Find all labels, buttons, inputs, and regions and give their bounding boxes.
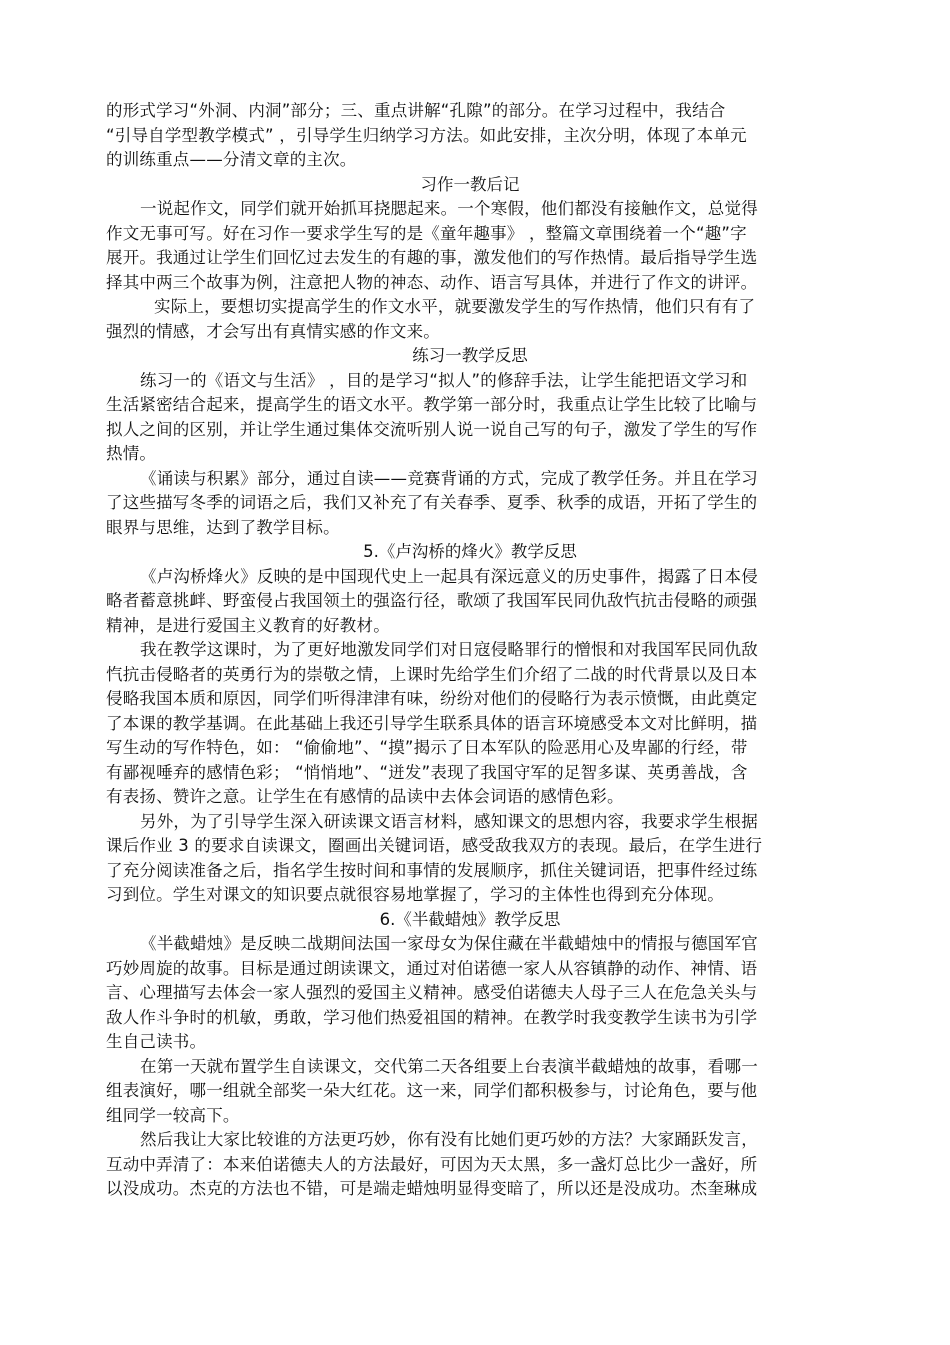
paragraph-first-line: 练习一的《语文与生活》 ，目的是学习“拟人”的修辞手法，让学生能把语文学习和 [140, 370, 748, 390]
text-line: 拟人之间的区别，并让学生通过集体交流听别人说一说自己写的句子，激发了学生的写作 [106, 419, 758, 439]
paragraph-first-line: 另外，为了引导学生深入研读课文语言材料，感知课文的思想内容，我要求学生根据 [140, 811, 758, 831]
paragraph-first-line: 然后我让大家比较谁的方法更巧妙，你有没有比她们更巧妙的方法？大家踊跃发言， [140, 1130, 758, 1149]
text-line: 的训练重点——分清文章的主次。 [106, 150, 357, 169]
paragraph-first-line: 在第一天就布置学生自读课文，交代第二天各组要上台表演半截蜡烛的故事，看哪一 [140, 1056, 758, 1076]
section-heading: 5.《卢沟桥的烽火》教学反思 [363, 542, 577, 561]
section-heading: 练习一教学反思 [412, 346, 528, 365]
document-page [106, 99, 834, 1202]
text-line: 以没成功。杰克的方法也不错，可是端走蜡烛明显得变暗了，所以还是没成功。杰奎琳成 [106, 1179, 758, 1198]
paragraph-first-line: 《诵读与积累》部分，通过自读——竞赛背诵的方式，完成了教学任务。并且在学习 [140, 468, 758, 488]
text-line: 展开。我通过让学生们回忆过去发生的有趣的事，激发他们的写作热情。最后指导学生选 [106, 248, 758, 267]
text-line: 作文无事可写。好在习作一要求学生写的是《童年趣事》 ，整篇文章围绕着一个“趣”字 [106, 223, 747, 243]
text-line: 热情。 [106, 444, 157, 463]
text-line: 忾抗击侵略者的英勇行为的崇敬之情，上课时先给学生们介绍了二战的时代背景以及日本 [106, 664, 758, 684]
section-heading: 6.《半截蜡烛》教学反思 [379, 909, 561, 929]
text-line: 了充分阅读准备之后，指名学生按时间和事情的发展顺序，抓住关键词语，把事件经过练 [106, 860, 758, 880]
text-line: 侵略我国本质和原因，同学们听得津津有味，纷纷对他们的侵略行为表示愤慨，由此奠定 [106, 689, 758, 708]
section-heading: 习作一教后记 [420, 174, 520, 194]
text-line: 了这些描写冬季的词语之后，我们又补充了有关春季、夏季、秋季的成语，开拓了学生的 [106, 493, 758, 512]
text-line: 课后作业 3 的要求自读课文，圈画出关键词语，感受敌我双方的表现。最后，在学生进行 [106, 836, 763, 855]
paragraph-first-line: 一说起作文，同学们就开始抓耳挠腮起来。一个寒假，他们都没有接触作文，总觉得 [140, 199, 758, 218]
text-line: 了本课的教学基调。在此基础上我还引导学生联系具体的语言环境感受本文对比鲜明，描 [106, 713, 758, 733]
paragraph-first-line: 《卢沟桥烽火》反映的是中国现代史上一起具有深远意义的历史事件，揭露了日本侵 [140, 566, 758, 586]
text-line: 言、心理描写去体会一家人强烈的爱国主义精神。感受伯诺德夫人母子三人在危急关头与 [106, 983, 758, 1002]
text-line: 组表演好，哪一组就全部奖一朵大红花。这一来，同学们都积极参与，讨论角色，要与他 [106, 1081, 758, 1100]
text-line: 写生动的写作特色，如： “偷偷地”、“摸”揭示了日本军队的险恶用心及卑鄙的行经，带 [106, 738, 748, 757]
text-line: 有鄙视唾弃的感情色彩； “悄悄地”、“迸发”表现了我国守军的足智多谋、英勇善战，含 [106, 762, 748, 782]
text-line: 略者蓄意挑衅、野蛮侵占我国领土的强盗行径，歌颂了我国军民同仇敌忾抗击侵略的顽强 [106, 591, 758, 610]
text-line: 择其中两三个故事为例，注意把人物的神态、动作、语言写具体，并进行了作文的讲评。 [106, 272, 758, 292]
paragraph-first-line: 实际上，要想切实提高学生的作文水平，就要激发学生的写作热情，他们只有有了 [154, 297, 756, 316]
text-line: 的形式学习“外洞、内洞”部分；三、重点讲解“孔隙”的部分。在学习过程中，我结合 [106, 101, 726, 120]
text-line: 有表扬、赞许之意。让学生在有感情的品读中去体会词语的感情色彩。 [106, 787, 624, 806]
text-line: “引导自学型教学模式” ，引导学生归纳学习方法。如此安排，主次分明，体现了本单元 [106, 125, 747, 145]
text-line: 敌人作斗争时的机敏，勇敢，学习他们热爱祖国的精神。在教学时我变教学生读书为引学 [106, 1007, 758, 1027]
text-line: 生活紧密结合起来，提高学生的语文水平。教学第一部分时，我重点让学生比较了比喻与 [106, 395, 758, 414]
paragraph-first-line: 我在教学这课时，为了更好地激发同学们对日寇侵略罪行的憎恨和对我国军民同仇敌 [140, 640, 758, 659]
paragraph-first-line: 《半截蜡烛》是反映二战期间法国一家母女为保住藏在半截蜡烛中的情报与德国军官 [140, 934, 758, 953]
text-line: 巧妙周旋的故事。目标是通过朗读课文，通过对伯诺德一家人从容镇静的动作、神情、语 [106, 958, 758, 978]
text-line: 习到位。学生对课文的知识要点就很容易地掌握了，学习的主体性也得到充分体现。 [106, 885, 724, 904]
text-line: 精神，是进行爱国主义教育的好教材。 [106, 615, 390, 635]
text-line: 强烈的情感，才会写出有真情实感的作文来。 [106, 321, 440, 341]
text-line: 眼界与思维，达到了教学目标。 [106, 517, 340, 537]
text-line: 生自己读书。 [106, 1032, 207, 1051]
text-line: 互动中弄清了：本来伯诺德夫人的方法最好，可因为天太黑，多一盏灯总比少一盏好，所 [106, 1154, 758, 1174]
text-line: 组同学一较高下。 [106, 1105, 240, 1125]
